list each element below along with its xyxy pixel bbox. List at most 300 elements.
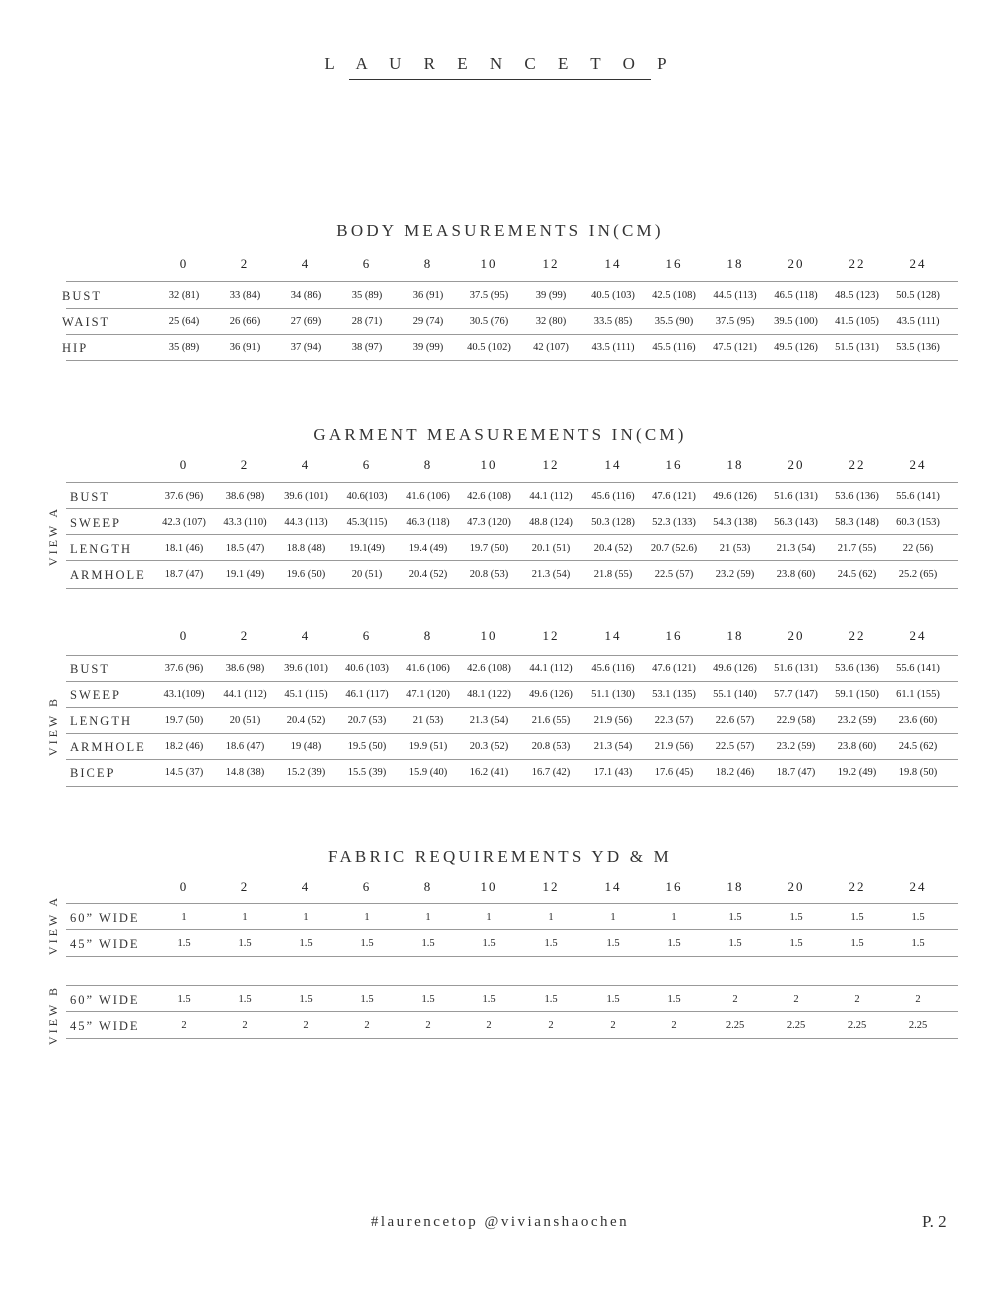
- table-cell: 43.5 (111): [896, 316, 940, 327]
- table-row: [0, 738, 1000, 758]
- row-divider: [66, 655, 958, 656]
- table-cell: 53.5 (136): [896, 342, 940, 353]
- table-cell: 19.2 (49): [837, 767, 877, 778]
- body-section-title: BODY MEASUREMENTS IN(CM): [336, 221, 664, 240]
- table-cell: 39.5 (100): [774, 316, 818, 327]
- table-cell: 1: [671, 912, 677, 923]
- table-cell: 21.7 (55): [837, 543, 877, 554]
- row-divider: [66, 681, 958, 682]
- page-title: L A U R E N C E T O P: [324, 54, 676, 73]
- table-cell: 1.5: [544, 994, 558, 1005]
- size-header: 14: [604, 879, 622, 894]
- table-cell: 43.5 (111): [591, 342, 635, 353]
- table-cell: 18.6 (47): [225, 741, 265, 752]
- table-cell: 34 (86): [290, 290, 322, 301]
- table-cell: 1: [242, 912, 248, 923]
- size-header: 20: [787, 879, 805, 894]
- size-header: 10: [480, 879, 498, 894]
- table-cell: 21.9 (56): [593, 715, 633, 726]
- row-label: 45” WIDE: [70, 1019, 140, 1033]
- size-header: 4: [301, 628, 311, 643]
- table-cell: 1: [303, 912, 309, 923]
- table-row: [0, 764, 1000, 784]
- fabric-view-b-label: VIEW B: [46, 984, 60, 1046]
- table-cell: 52.3 (133): [652, 517, 696, 528]
- table-cell: 61.1 (155): [896, 689, 940, 700]
- table-cell: 45.5 (116): [652, 342, 696, 353]
- row-divider: [66, 560, 958, 561]
- table-cell: 1.5: [421, 938, 435, 949]
- body-size-header: [0, 256, 1000, 276]
- table-cell: 23.8 (60): [776, 569, 816, 580]
- table-cell: 1.5: [299, 938, 313, 949]
- table-cell: 1.5: [238, 994, 252, 1005]
- table-cell: 2: [181, 1020, 187, 1031]
- table-cell: 44.5 (113): [713, 290, 757, 301]
- table-cell: 60.3 (153): [896, 517, 940, 528]
- table-cell: 32 (81): [168, 290, 200, 301]
- table-cell: 20.3 (52): [469, 741, 509, 752]
- size-header: 4: [301, 879, 311, 894]
- table-cell: 51.6 (131): [774, 491, 818, 502]
- table-cell: 20.8 (53): [469, 569, 509, 580]
- table-cell: 29 (74): [412, 316, 444, 327]
- table-cell: 23.2 (59): [715, 569, 755, 580]
- table-cell: 22.5 (57): [715, 741, 755, 752]
- table-cell: 26 (66): [229, 316, 261, 327]
- table-cell: 1.5: [850, 938, 864, 949]
- table-cell: 30.5 (76): [469, 316, 509, 327]
- size-header: 8: [423, 457, 433, 472]
- size-header: 10: [480, 457, 498, 472]
- table-cell: 24.5 (62): [898, 741, 938, 752]
- table-cell: 17.6 (45): [654, 767, 694, 778]
- table-cell: 44.3 (113): [284, 517, 328, 528]
- table-cell: 35.5 (90): [654, 316, 694, 327]
- table-cell: 37.6 (96): [164, 491, 204, 502]
- table-cell: 21 (53): [719, 543, 751, 554]
- table-cell: 1.5: [728, 938, 742, 949]
- table-cell: 18.5 (47): [225, 543, 265, 554]
- table-cell: 37.5 (95): [715, 316, 755, 327]
- table-cell: 42.6 (108): [467, 663, 511, 674]
- row-label: BUST: [70, 662, 110, 676]
- table-cell: 20 (51): [351, 569, 383, 580]
- row-divider: [66, 733, 958, 734]
- table-cell: 1: [425, 912, 431, 923]
- footer-hashtag: #laurencetop @vivianshaochen: [370, 1214, 630, 1230]
- table-cell: 47.5 (121): [713, 342, 757, 353]
- table-row: [0, 686, 1000, 706]
- table-cell: 21.8 (55): [593, 569, 633, 580]
- table-cell: 38.6 (98): [225, 491, 265, 502]
- table-cell: 47.1 (120): [406, 689, 450, 700]
- size-header: 2: [240, 256, 250, 271]
- table-cell: 1: [486, 912, 492, 923]
- row-label: WAIST: [62, 315, 111, 329]
- table-cell: 23.2 (59): [837, 715, 877, 726]
- table-cell: 22.3 (57): [654, 715, 694, 726]
- table-row: [0, 313, 1000, 333]
- table-cell: 19.9 (51): [408, 741, 448, 752]
- size-header: 10: [480, 628, 498, 643]
- size-header: 8: [423, 628, 433, 643]
- table-cell: 51.5 (131): [835, 342, 879, 353]
- table-cell: 2: [242, 1020, 248, 1031]
- table-cell: 48.1 (122): [467, 689, 511, 700]
- table-row: [0, 660, 1000, 680]
- table-cell: 37 (94): [290, 342, 322, 353]
- table-cell: 45.6 (116): [591, 663, 635, 674]
- table-cell: 48.5 (123): [835, 290, 879, 301]
- table-cell: 40.5 (102): [467, 342, 511, 353]
- table-cell: 20 (51): [229, 715, 261, 726]
- size-header: 20: [787, 628, 805, 643]
- table-cell: 19.6 (50): [286, 569, 326, 580]
- size-header: 0: [179, 879, 189, 894]
- table-cell: 1: [181, 912, 187, 923]
- table-cell: 20.1 (51): [531, 543, 571, 554]
- row-divider: [66, 588, 958, 589]
- table-cell: 41.5 (105): [835, 316, 879, 327]
- table-cell: 2.25: [908, 1020, 928, 1031]
- table-cell: 45.6 (116): [591, 491, 635, 502]
- table-cell: 25 (64): [168, 316, 200, 327]
- table-cell: 22.5 (57): [654, 569, 694, 580]
- row-label: 60” WIDE: [70, 993, 140, 1007]
- table-cell: 24.5 (62): [837, 569, 877, 580]
- table-cell: 20.7 (53): [347, 715, 387, 726]
- size-header: 4: [301, 457, 311, 472]
- size-header: 0: [179, 628, 189, 643]
- table-cell: 49.6 (126): [529, 689, 573, 700]
- table-cell: 21.3 (54): [531, 569, 571, 580]
- table-cell: 57.7 (147): [774, 689, 818, 700]
- table-cell: 21.3 (54): [593, 741, 633, 752]
- table-cell: 14.5 (37): [164, 767, 204, 778]
- table-cell: 23.2 (59): [776, 741, 816, 752]
- table-cell: 50.3 (128): [591, 517, 635, 528]
- table-cell: 33.5 (85): [593, 316, 633, 327]
- table-row: [0, 488, 1000, 508]
- table-cell: 16.7 (42): [531, 767, 571, 778]
- table-row: [0, 339, 1000, 359]
- table-cell: 19 (48): [290, 741, 322, 752]
- table-cell: 1.5: [606, 938, 620, 949]
- table-cell: 15.9 (40): [408, 767, 448, 778]
- table-cell: 41.6 (106): [406, 491, 450, 502]
- table-cell: 16.2 (41): [469, 767, 509, 778]
- size-header: 12: [542, 457, 560, 472]
- table-cell: 20.7 (52.6): [650, 543, 698, 554]
- table-cell: 1.5: [911, 912, 925, 923]
- size-header: 16: [665, 879, 683, 894]
- table-cell: 38.6 (98): [225, 663, 265, 674]
- fabric-size-header: [0, 879, 1000, 899]
- table-cell: 18.1 (46): [164, 543, 204, 554]
- table-cell: 46.1 (117): [345, 689, 389, 700]
- table-cell: 43.3 (110): [223, 517, 267, 528]
- table-cell: 21.3 (54): [469, 715, 509, 726]
- size-header: 18: [726, 457, 744, 472]
- size-header: 24: [909, 256, 927, 271]
- table-cell: 49.6 (126): [713, 491, 757, 502]
- table-cell: 46.5 (118): [774, 290, 818, 301]
- row-label: ARMHOLE: [70, 568, 146, 582]
- garment-b-size-header: [0, 628, 1000, 648]
- row-divider: [66, 786, 958, 787]
- table-cell: 25.2 (65): [898, 569, 938, 580]
- size-header: 20: [787, 256, 805, 271]
- table-row: [0, 566, 1000, 586]
- table-cell: 15.2 (39): [286, 767, 326, 778]
- table-cell: 2: [610, 1020, 616, 1031]
- size-header: 4: [301, 256, 311, 271]
- table-cell: 2: [854, 994, 860, 1005]
- view-b-label: VIEW B: [46, 695, 60, 757]
- table-cell: 36 (91): [412, 290, 444, 301]
- row-label: 45” WIDE: [70, 937, 140, 951]
- table-cell: 2.25: [847, 1020, 867, 1031]
- table-row: [0, 514, 1000, 534]
- table-cell: 21.9 (56): [654, 741, 694, 752]
- table-cell: 47.3 (120): [467, 517, 511, 528]
- table-cell: 19.1(49): [349, 543, 385, 554]
- table-cell: 1.5: [360, 938, 374, 949]
- table-cell: 21 (53): [412, 715, 444, 726]
- row-label: BICEP: [70, 766, 116, 780]
- table-cell: 2: [793, 994, 799, 1005]
- table-cell: 18.2 (46): [715, 767, 755, 778]
- table-cell: 1.5: [728, 912, 742, 923]
- table-cell: 44.1 (112): [529, 491, 573, 502]
- size-header: 14: [604, 256, 622, 271]
- table-cell: 49.5 (126): [774, 342, 818, 353]
- table-cell: 35 (89): [351, 290, 383, 301]
- table-cell: 51.6 (131): [774, 663, 818, 674]
- size-header: 0: [179, 256, 189, 271]
- table-cell: 20.8 (53): [531, 741, 571, 752]
- table-cell: 2: [364, 1020, 370, 1031]
- table-cell: 32 (80): [535, 316, 567, 327]
- table-cell: 18.8 (48): [286, 543, 326, 554]
- table-cell: 20.4 (52): [408, 569, 448, 580]
- table-cell: 40.5 (103): [591, 290, 635, 301]
- size-header: 18: [726, 628, 744, 643]
- row-label: SWEEP: [70, 516, 121, 530]
- row-label: 60” WIDE: [70, 911, 140, 925]
- row-divider: [66, 1038, 958, 1039]
- table-row: [0, 909, 1000, 929]
- table-cell: 39 (99): [535, 290, 567, 301]
- size-header: 18: [726, 879, 744, 894]
- size-header: 12: [542, 628, 560, 643]
- row-divider: [66, 281, 958, 282]
- row-divider: [66, 903, 958, 904]
- table-cell: 35 (89): [168, 342, 200, 353]
- table-cell: 1: [610, 912, 616, 923]
- table-cell: 42.5 (108): [652, 290, 696, 301]
- size-header: 16: [665, 256, 683, 271]
- table-cell: 42.6 (108): [467, 491, 511, 502]
- table-cell: 45.1 (115): [284, 689, 328, 700]
- row-label: BUST: [70, 490, 110, 504]
- row-divider: [66, 929, 958, 930]
- table-cell: 2: [671, 1020, 677, 1031]
- table-cell: 20.4 (52): [593, 543, 633, 554]
- size-header: 2: [240, 628, 250, 643]
- size-header: 22: [848, 457, 866, 472]
- size-header: 22: [848, 628, 866, 643]
- row-divider: [66, 1011, 958, 1012]
- table-cell: 41.6 (106): [406, 663, 450, 674]
- size-header: 20: [787, 457, 805, 472]
- size-header: 24: [909, 879, 927, 894]
- size-header: 8: [423, 256, 433, 271]
- table-cell: 38 (97): [351, 342, 383, 353]
- table-cell: 42 (107): [533, 342, 569, 353]
- size-header: 2: [240, 457, 250, 472]
- table-cell: 44.1 (112): [529, 663, 573, 674]
- size-header: 16: [665, 628, 683, 643]
- table-cell: 1.5: [789, 938, 803, 949]
- table-cell: 19.8 (50): [898, 767, 938, 778]
- table-cell: 22.6 (57): [715, 715, 755, 726]
- size-header: 16: [665, 457, 683, 472]
- row-label: LENGTH: [70, 714, 132, 728]
- table-cell: 49.6 (126): [713, 663, 757, 674]
- table-cell: 44.1 (112): [223, 689, 267, 700]
- row-divider: [66, 360, 958, 361]
- table-cell: 55.6 (141): [896, 663, 940, 674]
- table-cell: 19.5 (50): [347, 741, 387, 752]
- table-cell: 2: [732, 994, 738, 1005]
- table-cell: 1.5: [482, 994, 496, 1005]
- size-header: 22: [848, 879, 866, 894]
- table-cell: 2: [915, 994, 921, 1005]
- size-header: 6: [362, 879, 372, 894]
- table-cell: 1.5: [177, 938, 191, 949]
- table-row: [0, 540, 1000, 560]
- row-divider: [66, 707, 958, 708]
- table-cell: 1.5: [850, 912, 864, 923]
- table-cell: 40.6(103): [346, 491, 388, 502]
- table-row: [0, 287, 1000, 307]
- table-cell: 46.3 (118): [406, 517, 450, 528]
- table-cell: 40.6 (103): [345, 663, 389, 674]
- table-cell: 20.4 (52): [286, 715, 326, 726]
- table-cell: 2.25: [725, 1020, 745, 1031]
- table-cell: 1.5: [667, 994, 681, 1005]
- view-a-label: VIEW A: [46, 505, 60, 567]
- table-cell: 1.5: [789, 912, 803, 923]
- table-cell: 22 (56): [902, 543, 934, 554]
- table-cell: 22.9 (58): [776, 715, 816, 726]
- table-cell: 2: [486, 1020, 492, 1031]
- size-header: 12: [542, 879, 560, 894]
- size-header: 12: [542, 256, 560, 271]
- row-divider: [66, 482, 958, 483]
- row-divider: [66, 508, 958, 509]
- table-cell: 47.6 (121): [652, 663, 696, 674]
- table-cell: 53.6 (136): [835, 663, 879, 674]
- row-label: SWEEP: [70, 688, 121, 702]
- table-cell: 47.6 (121): [652, 491, 696, 502]
- table-cell: 18.7 (47): [164, 569, 204, 580]
- table-cell: 1.5: [667, 938, 681, 949]
- table-cell: 53.6 (136): [835, 491, 879, 502]
- table-cell: 1.5: [544, 938, 558, 949]
- fabric-section-title: FABRIC REQUIREMENTS YD & M: [328, 847, 672, 866]
- table-cell: 51.1 (130): [591, 689, 635, 700]
- table-cell: 45.3(115): [346, 517, 388, 528]
- size-header: 18: [726, 256, 744, 271]
- table-cell: 1: [548, 912, 554, 923]
- table-cell: 2: [548, 1020, 554, 1031]
- row-label: LENGTH: [70, 542, 132, 556]
- table-cell: 14.8 (38): [225, 767, 265, 778]
- page-number: P. 2: [922, 1212, 947, 1231]
- table-cell: 21.6 (55): [531, 715, 571, 726]
- table-cell: 15.5 (39): [347, 767, 387, 778]
- table-cell: 39.6 (101): [284, 491, 328, 502]
- table-cell: 55.6 (141): [896, 491, 940, 502]
- table-cell: 43.1(109): [163, 689, 205, 700]
- table-cell: 23.8 (60): [837, 741, 877, 752]
- size-header: 22: [848, 256, 866, 271]
- table-cell: 1: [364, 912, 370, 923]
- table-cell: 1.5: [299, 994, 313, 1005]
- table-cell: 1.5: [360, 994, 374, 1005]
- table-cell: 53.1 (135): [652, 689, 696, 700]
- table-cell: 1.5: [421, 994, 435, 1005]
- table-cell: 37.6 (96): [164, 663, 204, 674]
- size-header: 6: [362, 457, 372, 472]
- size-header: 0: [179, 457, 189, 472]
- row-divider: [66, 334, 958, 335]
- table-cell: 2: [303, 1020, 309, 1031]
- row-divider: [66, 956, 958, 957]
- table-cell: 19.7 (50): [164, 715, 204, 726]
- table-cell: 2.25: [786, 1020, 806, 1031]
- fabric-view-a-label: VIEW A: [46, 894, 60, 956]
- table-cell: 54.3 (138): [713, 517, 757, 528]
- table-cell: 39.6 (101): [284, 663, 328, 674]
- table-cell: 1.5: [606, 994, 620, 1005]
- table-cell: 58.3 (148): [835, 517, 879, 528]
- size-header: 24: [909, 628, 927, 643]
- table-cell: 1.5: [177, 994, 191, 1005]
- table-cell: 59.1 (150): [835, 689, 879, 700]
- table-cell: 2: [425, 1020, 431, 1031]
- size-header: 2: [240, 879, 250, 894]
- table-cell: 50.5 (128): [896, 290, 940, 301]
- table-cell: 1.5: [911, 938, 925, 949]
- table-cell: 56.3 (143): [774, 517, 818, 528]
- row-divider: [66, 985, 958, 986]
- table-cell: 42.3 (107): [162, 517, 206, 528]
- table-row: [0, 991, 1000, 1011]
- size-header: 10: [480, 256, 498, 271]
- title-underline: [349, 79, 651, 80]
- row-label: HIP: [62, 341, 89, 355]
- table-cell: 37.5 (95): [469, 290, 509, 301]
- table-cell: 27 (69): [290, 316, 322, 327]
- table-cell: 19.4 (49): [408, 543, 448, 554]
- row-divider: [66, 308, 958, 309]
- row-label: BUST: [62, 289, 102, 303]
- table-cell: 17.1 (43): [593, 767, 633, 778]
